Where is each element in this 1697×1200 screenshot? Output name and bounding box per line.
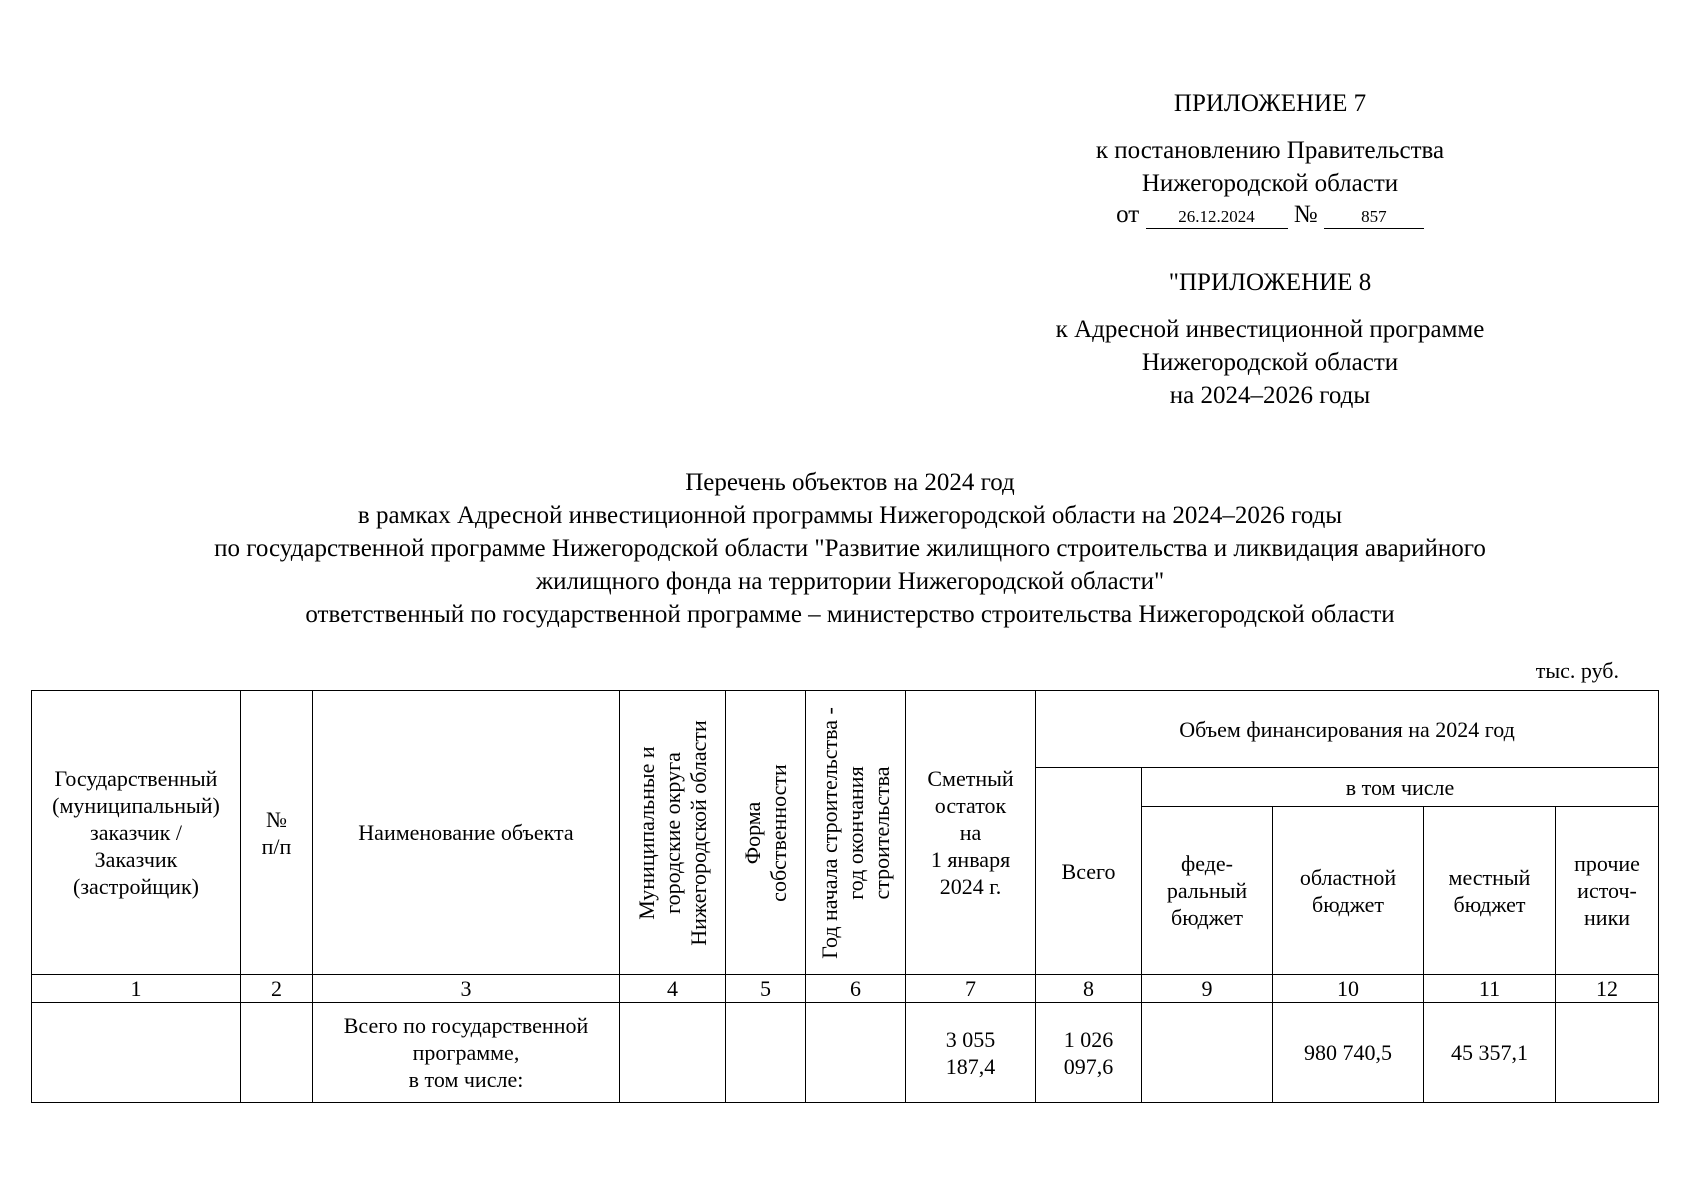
from-label: от	[1116, 201, 1140, 228]
appendix-8-line2: Нижегородской области	[1141, 349, 1399, 376]
column-number: 4	[620, 975, 726, 1003]
header-row-1	[32, 691, 1659, 768]
decree-date: 26.12.2024	[1146, 206, 1288, 229]
appendix-7-block	[1000, 87, 1540, 231]
total-ownership-cell	[726, 1003, 806, 1103]
column-number: 5	[726, 975, 806, 1003]
header-local: местный бюджет	[1424, 807, 1556, 975]
column-numbers-row	[32, 975, 1659, 1003]
appendix-8-line3: на 2024–2026 годы	[1169, 382, 1371, 409]
objects-table	[31, 690, 1659, 1103]
appendix-7-line1: к постановлению Правительства	[1095, 137, 1445, 164]
appendix-7-title: ПРИЛОЖЕНИЕ 7	[1173, 90, 1367, 117]
appendix-7-line2: Нижегородской области	[1141, 170, 1399, 197]
decree-number: 857	[1324, 206, 1424, 229]
header-districts: Муниципальные и городские округа Нижегородской области	[620, 691, 726, 975]
appendix-8-block	[1000, 266, 1540, 412]
column-number: 8	[1036, 975, 1142, 1003]
column-number: 11	[1424, 975, 1556, 1003]
column-number: 3	[313, 975, 620, 1003]
header-other: прочие источ- ники	[1556, 807, 1659, 975]
units-label: тыс. руб.	[1535, 658, 1619, 683]
header-number: № п/п	[241, 691, 313, 975]
total-regional-cell: 980 740,5	[1273, 1003, 1424, 1103]
header-regional: областной бюджет	[1273, 807, 1424, 975]
header-object-name: Наименование объекта	[313, 691, 620, 975]
document-heading	[60, 466, 1640, 631]
number-label: №	[1293, 201, 1318, 228]
total-sum-cell: 1 026 097,6	[1036, 1003, 1142, 1103]
total-number-cell	[241, 1003, 313, 1103]
header-including: в том числе	[1142, 768, 1659, 807]
header-total: Всего	[1036, 768, 1142, 975]
heading-line4: жилищного фонда на территории Нижегородской области"	[535, 568, 1165, 595]
column-number: 9	[1142, 975, 1273, 1003]
appendix-8-title: "ПРИЛОЖЕНИЕ 8	[1168, 269, 1372, 296]
header-construction-years: Год начала строительства - год окончания строительства	[806, 691, 906, 975]
column-number: 10	[1273, 975, 1424, 1003]
header-federal: феде- ральный бюджет	[1142, 807, 1273, 975]
total-balance-cell: 3 055 187,4	[906, 1003, 1036, 1103]
header-customer: Государственный (муниципальный) заказчик / Заказчик (застройщик)	[32, 691, 241, 975]
column-number: 7	[906, 975, 1036, 1003]
appendix-7-dateline	[1000, 198, 1540, 231]
heading-line5: ответственный по государственной программе – министерство строительства Нижегородской области	[305, 601, 1395, 628]
heading-line3: по государственной программе Нижегородской области "Развитие жилищного строительства и ликвидация аварийного	[214, 535, 1486, 562]
header-ownership: Форма собственности	[726, 691, 806, 975]
column-number: 12	[1556, 975, 1659, 1003]
appendix-8-line1: к Адресной инвестиционной программе	[1055, 316, 1485, 343]
total-name-cell: Всего по государственной программе, в том числе:	[313, 1003, 620, 1103]
header-estimated-balance: Сметный остаток на 1 января 2024 г.	[906, 691, 1036, 975]
heading-line1: Перечень объектов на 2024 год	[685, 469, 1015, 496]
total-customer-cell	[32, 1003, 241, 1103]
column-number: 2	[241, 975, 313, 1003]
total-districts-cell	[620, 1003, 726, 1103]
total-local-cell: 45 357,1	[1424, 1003, 1556, 1103]
column-number: 1	[32, 975, 241, 1003]
total-row	[32, 1003, 1659, 1103]
column-number: 6	[806, 975, 906, 1003]
total-federal-cell	[1142, 1003, 1273, 1103]
header-financing: Объем финансирования на 2024 год	[1036, 691, 1659, 768]
total-other-cell	[1556, 1003, 1659, 1103]
total-years-cell	[806, 1003, 906, 1103]
heading-line2: в рамках Адресной инвестиционной программы Нижегородской области на 2024–2026 годы	[357, 502, 1343, 529]
